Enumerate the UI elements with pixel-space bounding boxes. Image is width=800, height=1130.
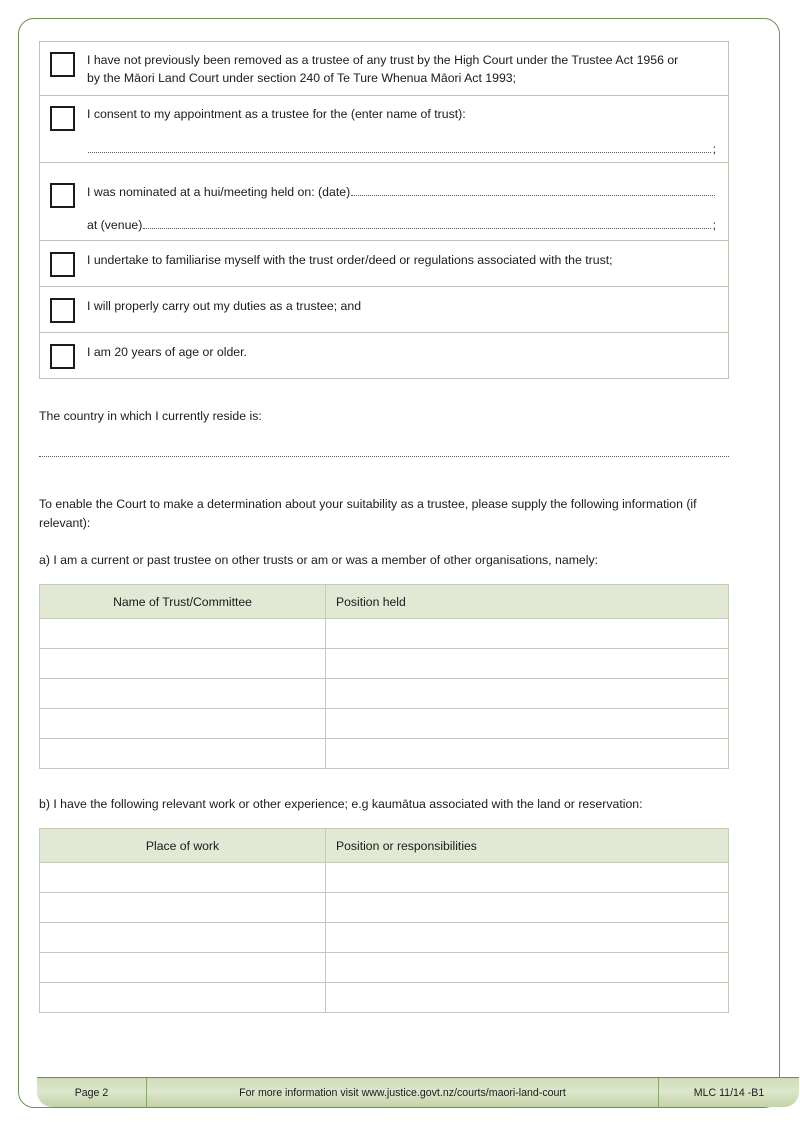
declaration-text-nominated: I was nominated at a hui/meeting held on: (date) [87,185,351,199]
residence-prompt: The country in which I currently reside is: [39,409,262,423]
trust-name-input-line[interactable] [88,139,711,153]
declaration-row-carry-out-duties [40,287,729,333]
footer-page-number: Page 2 [37,1078,147,1107]
cell-position-responsibilities[interactable] [326,923,729,953]
declaration-venue-semicolon: ; [712,218,716,232]
declaration-text-venue-label: at (venue) [87,218,143,232]
declaration-row-consent-appointment [40,96,729,163]
hui-date-input-line[interactable] [351,182,715,196]
column-header-name-of-trust: Name of Trust/Committee [40,585,326,619]
cell-position-responsibilities[interactable] [326,983,729,1013]
declaration-row-nominated-at-hui [40,163,729,241]
table-row [40,893,729,923]
declaration-text-duties: I will properly carry out my duties as a trustee; and [87,299,362,313]
cell-name-of-trust[interactable] [40,649,326,679]
declaration-text-line1: I have not previously been removed as a trustee of any trust by the High Court under the Trustee Act 1956 or [87,53,679,67]
declaration-text-consent: I consent to my appointment as a trustee for the (enter name of trust): [87,107,466,121]
cell-name-of-trust[interactable] [40,679,326,709]
cell-position-held[interactable] [326,709,729,739]
cell-place-of-work[interactable] [40,953,326,983]
cell-place-of-work[interactable] [40,983,326,1013]
page-footer [37,1077,799,1107]
declaration-row-familiarise-trust-order [40,241,729,287]
hui-venue-input-line[interactable] [143,215,710,229]
cell-place-of-work[interactable] [40,863,326,893]
cell-position-held[interactable] [326,649,729,679]
checkbox-consent-appointment[interactable] [50,106,75,131]
table-row [40,863,729,893]
footer-form-code: MLC 11/14 -B1 [693,1086,765,1099]
page-content [39,41,729,1013]
checkbox-nominated-at-hui[interactable] [50,183,75,208]
declaration-text-age: I am 20 years of age or older. [87,345,247,359]
cell-position-held[interactable] [326,679,729,709]
checkbox-familiarise-trust-order[interactable] [50,252,75,277]
cell-name-of-trust[interactable] [40,709,326,739]
table-row [40,953,729,983]
declaration-row-age-20-or-older [40,333,729,379]
table-row [40,923,729,953]
cell-position-held[interactable] [326,739,729,769]
trusts-committees-table [39,584,729,769]
cell-position-responsibilities[interactable] [326,953,729,983]
footer-info-text: For more information visit www.justice.govt.nz/courts/maori-land-court [147,1078,659,1107]
cell-place-of-work[interactable] [40,923,326,953]
declaration-trailing-semicolon: ; [712,142,716,156]
column-header-place-of-work: Place of work [40,829,326,863]
section-b-prompt: b) I have the following relevant work or other experience; e.g kaumātua associated with the land or reservation: [39,797,643,811]
table-row [40,619,729,649]
table-header-row [40,829,729,863]
declaration-text-line2: by the Māori Land Court under section 240 of Te Ture Whenua Māori Act 1993; [87,71,517,85]
checkbox-not-removed-trustee[interactable] [50,52,75,77]
column-header-position-held: Position held [326,585,729,619]
cell-position-held[interactable] [326,619,729,649]
checkbox-age-20-or-older[interactable] [50,344,75,369]
table-row [40,649,729,679]
declaration-text-familiarise: I undertake to familiarise myself with the trust order/deed or regulations associated with the trust; [87,253,613,267]
declaration-row-not-removed-trustee [40,42,729,96]
table-row [40,739,729,769]
table-row [40,679,729,709]
form-page [18,18,780,1108]
declarations-table [39,41,729,379]
work-experience-table [39,828,729,1013]
column-header-position-responsibilities: Position or responsibilities [326,829,729,863]
table-row [40,709,729,739]
table-header-row [40,585,729,619]
cell-position-responsibilities[interactable] [326,893,729,923]
suitability-intro: To enable the Court to make a determination about your suitability as a trustee, please supply the following information (if relevant): [39,497,697,530]
section-a-prompt: a) I am a current or past trustee on other trusts or am or was a member of other organisations, namely: [39,553,599,567]
residence-input-line[interactable] [39,444,729,457]
cell-name-of-trust[interactable] [40,739,326,769]
checkbox-carry-out-duties[interactable] [50,298,75,323]
cell-name-of-trust[interactable] [40,619,326,649]
cell-place-of-work[interactable] [40,893,326,923]
table-row [40,983,729,1013]
cell-position-responsibilities[interactable] [326,863,729,893]
